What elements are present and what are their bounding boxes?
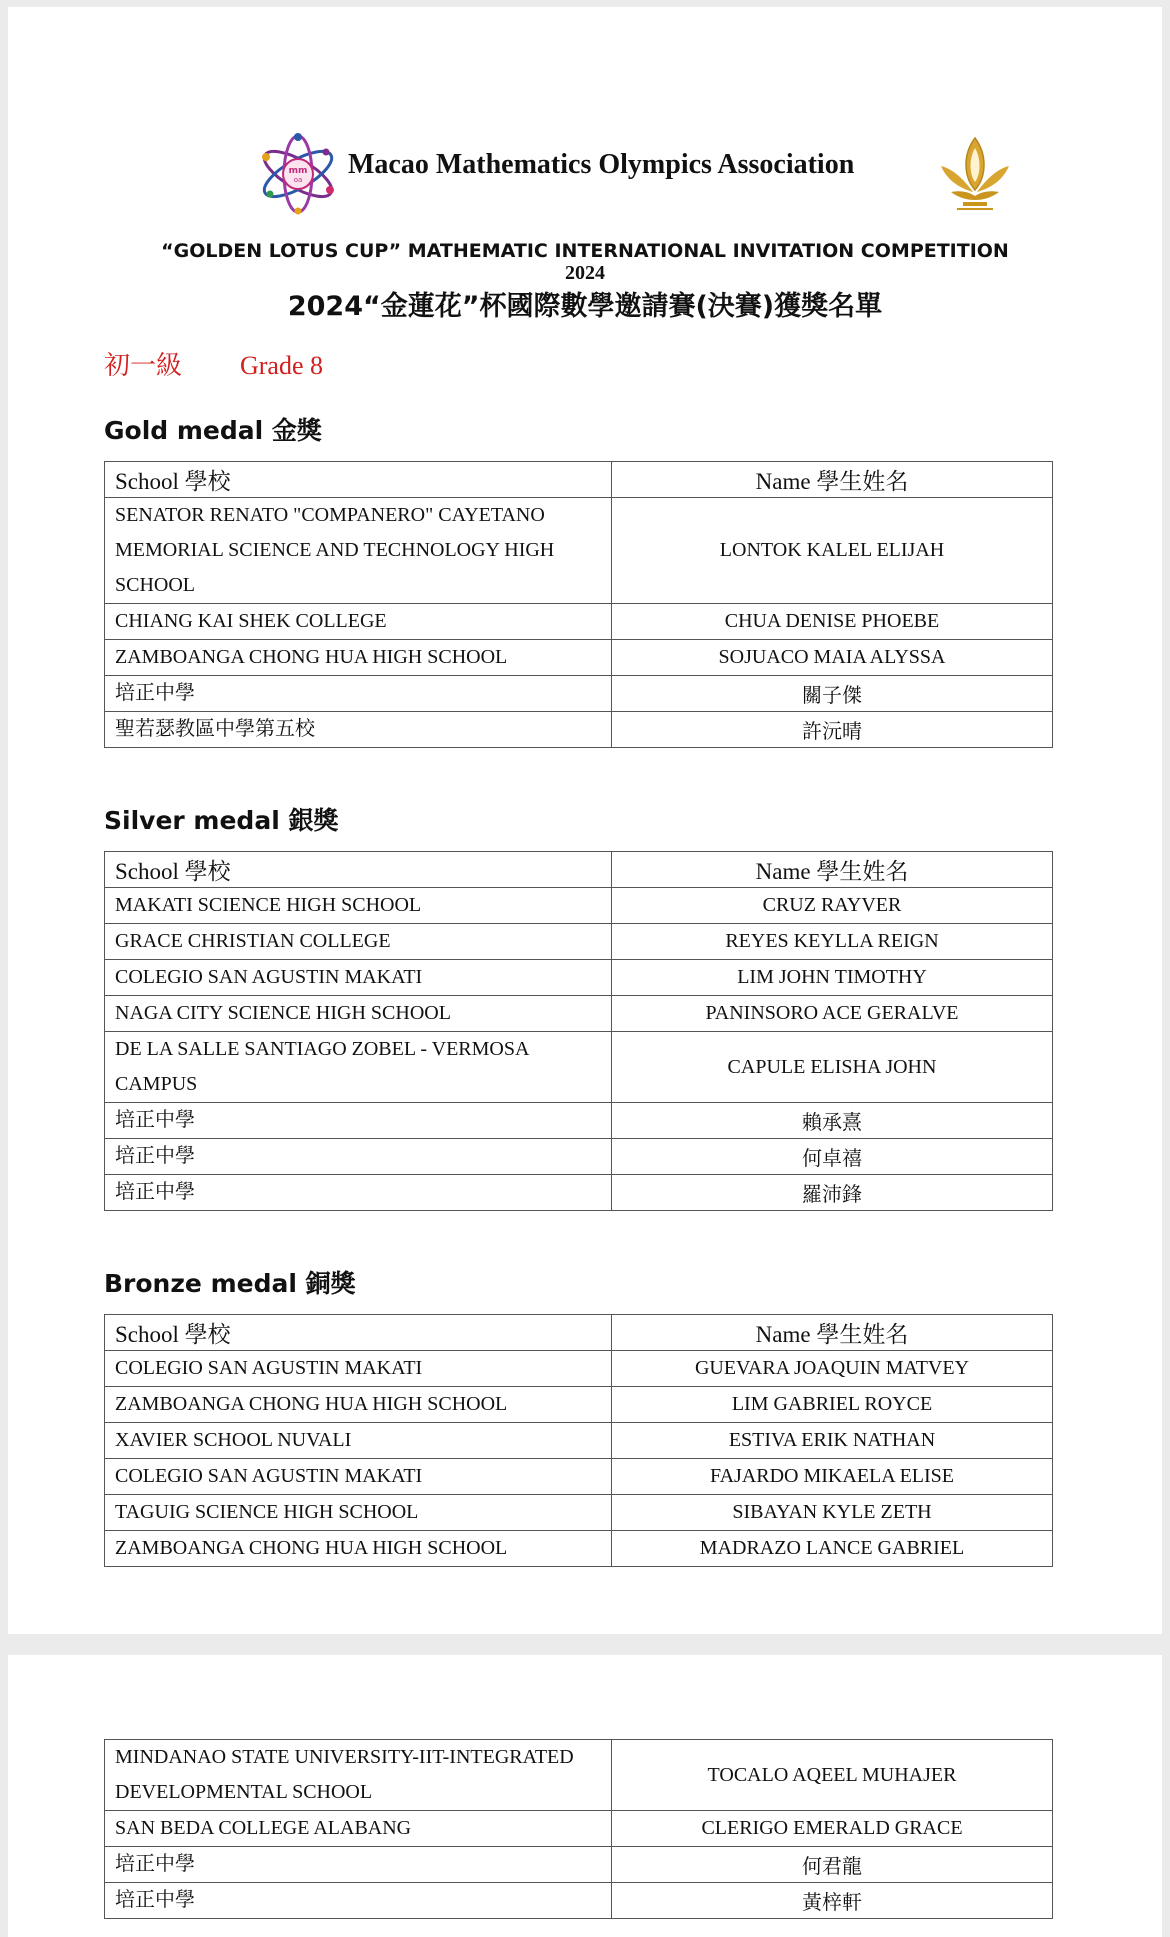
letterhead xyxy=(8,127,1162,217)
table-row xyxy=(105,1459,1053,1495)
document-page-1 xyxy=(8,7,1162,1634)
school-column-header: School 學校 xyxy=(105,852,612,888)
student-name-cell: 關子傑 xyxy=(612,676,1053,712)
name-column-header: Name 學生姓名 xyxy=(612,1315,1053,1351)
student-name-cell: CAPULE ELISHA JOHN xyxy=(612,1032,1053,1103)
table-row xyxy=(105,1811,1053,1847)
gold-medal-table xyxy=(104,461,1053,748)
competition-title: “GOLDEN LOTUS CUP” MATHEMATIC INTERNATIONAL INVITATION COMPETITION xyxy=(161,240,1009,262)
student-name-cell: CHUA DENISE PHOEBE xyxy=(612,604,1053,640)
student-name-cell: SIBAYAN KYLE ZETH xyxy=(612,1495,1053,1531)
table-header-row xyxy=(105,462,1053,498)
school-cell: TAGUIG SCIENCE HIGH SCHOOL xyxy=(105,1495,612,1531)
student-name-cell: 何卓禧 xyxy=(612,1139,1053,1175)
bronze-medal-table xyxy=(104,1314,1053,1567)
table-row xyxy=(105,712,1053,748)
table-row xyxy=(105,1847,1053,1883)
student-name-cell: FAJARDO MIKAELA ELISE xyxy=(612,1459,1053,1495)
school-cell: COLEGIO SAN AGUSTIN MAKATI xyxy=(105,1351,612,1387)
school-cell: MINDANAO STATE UNIVERSITY-IIT-INTEGRATED DEVELOPMENTAL SCHOOL xyxy=(105,1740,612,1811)
table-row xyxy=(105,1423,1053,1459)
school-cell: NAGA CITY SCIENCE HIGH SCHOOL xyxy=(105,996,612,1032)
table-row xyxy=(105,604,1053,640)
competition-year: 2024 xyxy=(565,262,605,284)
student-name-cell: LONTOK KALEL ELIJAH xyxy=(612,498,1053,604)
silver-medal-heading: Silver medal 銀獎 xyxy=(104,806,339,835)
student-name-cell: 何君龍 xyxy=(612,1847,1053,1883)
school-cell: 培正中學 xyxy=(105,1883,612,1919)
bronze-medal-table-continued xyxy=(104,1739,1053,1919)
competition-title-chinese: 2024“金蓮花”杯國際數學邀請賽(決賽)獲獎名單 xyxy=(287,291,883,322)
table-row xyxy=(105,996,1053,1032)
school-cell: COLEGIO SAN AGUSTIN MAKATI xyxy=(105,1459,612,1495)
table-row xyxy=(105,1387,1053,1423)
school-cell: MAKATI SCIENCE HIGH SCHOOL xyxy=(105,888,612,924)
organization-name: Macao Mathematics Olympics Association xyxy=(348,149,855,180)
school-cell: COLEGIO SAN AGUSTIN MAKATI xyxy=(105,960,612,996)
table-row xyxy=(105,1883,1053,1919)
student-name-cell: GUEVARA JOAQUIN MATVEY xyxy=(612,1351,1053,1387)
table-row xyxy=(105,1103,1053,1139)
table-row xyxy=(105,924,1053,960)
school-cell: SENATOR RENATO "COMPANERO" CAYETANO MEMORIAL SCIENCE AND TECHNOLOGY HIGH SCHOOL xyxy=(105,498,612,604)
student-name-cell: CLERIGO EMERALD GRACE xyxy=(612,1811,1053,1847)
school-cell: XAVIER SCHOOL NUVALI xyxy=(105,1423,612,1459)
student-name-cell: 許沅晴 xyxy=(612,712,1053,748)
table-row xyxy=(105,1531,1053,1567)
table-row xyxy=(105,1495,1053,1531)
student-name-cell: PANINSORO ACE GERALVE xyxy=(612,996,1053,1032)
table-row xyxy=(105,1175,1053,1211)
table-row xyxy=(105,1032,1053,1103)
table-row xyxy=(105,1139,1053,1175)
school-cell: CHIANG KAI SHEK COLLEGE xyxy=(105,604,612,640)
student-name-cell: LIM JOHN TIMOTHY xyxy=(612,960,1053,996)
table-row xyxy=(105,960,1053,996)
grade-label-english: Grade 8 xyxy=(240,351,324,380)
student-name-cell: 黃梓軒 xyxy=(612,1883,1053,1919)
school-cell: ZAMBOANGA CHONG HUA HIGH SCHOOL xyxy=(105,640,612,676)
student-name-cell: MADRAZO LANCE GABRIEL xyxy=(612,1531,1053,1567)
school-cell: 培正中學 xyxy=(105,1847,612,1883)
school-cell: 聖若瑟教區中學第五校 xyxy=(105,712,612,748)
school-cell: 培正中學 xyxy=(105,676,612,712)
table-row xyxy=(105,676,1053,712)
school-cell: SAN BEDA COLLEGE ALABANG xyxy=(105,1811,612,1847)
table-row xyxy=(105,1740,1053,1811)
student-name-cell: CRUZ RAYVER xyxy=(612,888,1053,924)
student-name-cell: 羅沛鋒 xyxy=(612,1175,1053,1211)
gold-medal-heading: Gold medal 金獎 xyxy=(104,416,322,445)
grade-label xyxy=(104,345,323,382)
student-name-cell: TOCALO AQEEL MUHAJER xyxy=(612,1740,1053,1811)
svg-text:mm: mm xyxy=(288,166,308,176)
school-cell: ZAMBOANGA CHONG HUA HIGH SCHOOL xyxy=(105,1531,612,1567)
name-column-header: Name 學生姓名 xyxy=(612,852,1053,888)
mmoa-atom-logo-icon xyxy=(256,132,340,216)
table-row xyxy=(105,498,1053,604)
student-name-cell: SOJUACO MAIA ALYSSA xyxy=(612,640,1053,676)
school-cell: GRACE CHRISTIAN COLLEGE xyxy=(105,924,612,960)
school-cell: 培正中學 xyxy=(105,1175,612,1211)
grade-label-chinese: 初一級 xyxy=(104,351,183,380)
table-header-row xyxy=(105,852,1053,888)
name-column-header: Name 學生姓名 xyxy=(612,462,1053,498)
school-cell: 培正中學 xyxy=(105,1139,612,1175)
student-name-cell: 賴承熹 xyxy=(612,1103,1053,1139)
student-name-cell: LIM GABRIEL ROYCE xyxy=(612,1387,1053,1423)
school-column-header: School 學校 xyxy=(105,462,612,498)
school-cell: 培正中學 xyxy=(105,1103,612,1139)
table-row xyxy=(105,1351,1053,1387)
svg-text:oa: oa xyxy=(293,176,303,184)
document-page-2 xyxy=(8,1655,1162,1937)
student-name-cell: REYES KEYLLA REIGN xyxy=(612,924,1053,960)
school-cell: DE LA SALLE SANTIAGO ZOBEL - VERMOSA CAMPUS xyxy=(105,1032,612,1103)
school-column-header: School 學校 xyxy=(105,1315,612,1351)
student-name-cell: ESTIVA ERIK NATHAN xyxy=(612,1423,1053,1459)
school-cell: ZAMBOANGA CHONG HUA HIGH SCHOOL xyxy=(105,1387,612,1423)
table-header-row xyxy=(105,1315,1053,1351)
table-row xyxy=(105,640,1053,676)
bronze-medal-heading: Bronze medal 銅獎 xyxy=(104,1269,356,1298)
golden-lotus-logo-icon xyxy=(933,132,1017,216)
silver-medal-table xyxy=(104,851,1053,1211)
table-row xyxy=(105,888,1053,924)
